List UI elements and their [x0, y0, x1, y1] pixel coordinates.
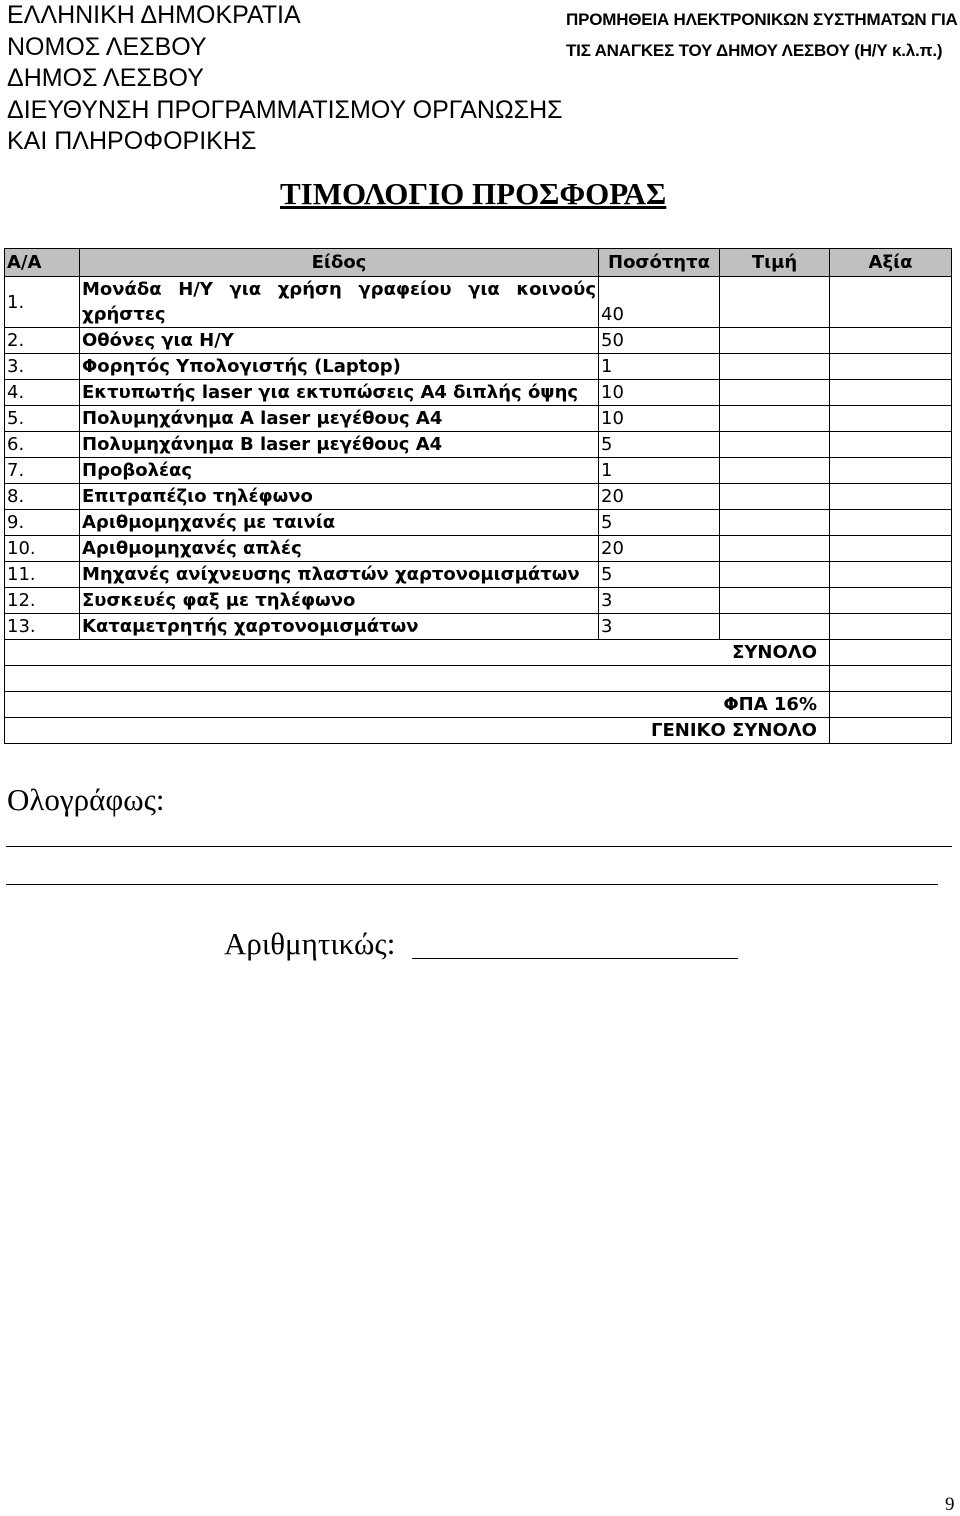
item-description: Φορητός Υπολογιστής (Laptop)	[80, 354, 599, 380]
value-cell[interactable]	[830, 458, 952, 484]
subject-line: ΠΡΟΜΗΘΕΙΑ ΗΛΕΚΤΡΟΝΙΚΩΝ ΣΥΣΤΗΜΑΤΩΝ ΓΙΑ	[566, 10, 958, 29]
price-cell[interactable]	[720, 458, 830, 484]
price-cell[interactable]	[720, 380, 830, 406]
price-cell[interactable]	[720, 484, 830, 510]
table-row	[5, 406, 952, 432]
offer-table	[4, 248, 952, 744]
issuer-line: ΔΗΜΟΣ ΛΕΣΒΟΥ	[7, 64, 204, 92]
item-quantity: 5	[599, 432, 720, 458]
value-cell[interactable]	[830, 432, 952, 458]
item-quantity: 3	[599, 614, 720, 640]
col-header-aa: Α/Α	[5, 249, 80, 277]
item-quantity: 1	[599, 354, 720, 380]
issuer-line: ΔΙΕΥΘΥΝΣΗ ΠΡΟΓΡΑΜΜΑΤΙΣΜΟΥ ΟΡΓΑΝΩΣΗΣ	[7, 95, 563, 124]
in-words-label: Ολογράφως:	[7, 782, 165, 817]
value-cell[interactable]	[830, 380, 952, 406]
value-cell[interactable]	[830, 484, 952, 510]
col-header-value: Αξία	[830, 249, 952, 277]
item-description: Καταμετρητής χαρτονομισμάτων	[80, 614, 599, 640]
row-number: 12.	[5, 588, 80, 614]
item-description: Επιτραπέζιο τηλέφωνο	[80, 484, 599, 510]
item-description: Συσκευές φαξ με τηλέφωνο	[80, 588, 599, 614]
row-number: 7.	[5, 458, 80, 484]
row-number: 1.	[5, 277, 80, 328]
item-description: Πολυμηχάνημα Β laser μεγέθους Α4	[80, 432, 599, 458]
value-cell[interactable]	[830, 588, 952, 614]
grand-total-row	[5, 718, 952, 744]
item-quantity: 10	[599, 406, 720, 432]
table-row	[5, 562, 952, 588]
blank-cell	[5, 666, 830, 692]
subject-line: ΤΙΣ ΑΝΑΓΚΕΣ ΤΟΥ ΔΗΜΟΥ ΛΕΣΒΟΥ (Η/Υ κ.λ.π.)	[566, 41, 943, 60]
row-number: 3.	[5, 354, 80, 380]
issuer-block	[7, 0, 563, 158]
table-row	[5, 484, 952, 510]
row-number: 13.	[5, 614, 80, 640]
table-header-row	[5, 249, 952, 277]
table-row	[5, 458, 952, 484]
item-quantity: 20	[599, 484, 720, 510]
value-cell[interactable]	[830, 562, 952, 588]
value-cell[interactable]	[830, 536, 952, 562]
value-cell[interactable]	[830, 406, 952, 432]
col-header-price: Τιμή	[720, 249, 830, 277]
table-row	[5, 510, 952, 536]
table-row	[5, 277, 952, 328]
table-row	[5, 614, 952, 640]
value-cell[interactable]	[830, 510, 952, 536]
col-header-item: Είδος	[80, 249, 599, 277]
item-description: Αριθμομηχανές απλές	[80, 536, 599, 562]
item-description: Οθόνες για Η/Υ	[80, 328, 599, 354]
item-description: Εκτυπωτής laser για εκτυπώσεις Α4 διπλής όψης	[80, 380, 599, 406]
grand-total-label: ΓΕΝΙΚΟ ΣΥΝΟΛΟ	[5, 718, 830, 744]
row-number: 8.	[5, 484, 80, 510]
in-words-line[interactable]	[6, 846, 952, 847]
item-quantity: 5	[599, 510, 720, 536]
grand-total-value-cell[interactable]	[830, 718, 952, 744]
row-number: 2.	[5, 328, 80, 354]
table-row	[5, 432, 952, 458]
value-cell[interactable]	[830, 614, 952, 640]
table-row	[5, 588, 952, 614]
item-description: Μονάδα Η/Υ για χρήση γραφείου για κοινούς χρήστες	[80, 277, 599, 328]
item-description: Πολυμηχάνημα Α laser μεγέθους Α4	[80, 406, 599, 432]
price-cell[interactable]	[720, 354, 830, 380]
total-row	[5, 640, 952, 666]
value-cell[interactable]	[830, 328, 952, 354]
blank-value-cell	[830, 666, 952, 692]
price-cell[interactable]	[720, 562, 830, 588]
vat-row	[5, 692, 952, 718]
row-number: 10.	[5, 536, 80, 562]
in-numbers-line[interactable]	[412, 958, 738, 959]
vat-label: ΦΠΑ 16%	[5, 692, 830, 718]
row-number: 11.	[5, 562, 80, 588]
procurement-subject	[566, 4, 956, 66]
item-quantity: 10	[599, 380, 720, 406]
item-description: Μηχανές ανίχνευσης πλαστών χαρτονομισμάτων	[80, 562, 599, 588]
price-cell[interactable]	[720, 536, 830, 562]
page-number: 9	[945, 1494, 955, 1515]
value-cell[interactable]	[830, 277, 952, 328]
value-cell[interactable]	[830, 354, 952, 380]
price-cell[interactable]	[720, 406, 830, 432]
col-header-qty: Ποσότητα	[599, 249, 720, 277]
blank-row	[5, 666, 952, 692]
table-row	[5, 328, 952, 354]
issuer-line: ΝΟΜΟΣ ΛΕΣΒΟΥ	[7, 32, 207, 61]
row-number: 4.	[5, 380, 80, 406]
document-title: ΤΙΜΟΛΟΓΙΟ ΠΡΟΣΦΟΡΑΣ	[280, 176, 667, 211]
item-quantity: 20	[599, 536, 720, 562]
total-value-cell[interactable]	[830, 640, 952, 666]
item-quantity: 3	[599, 588, 720, 614]
vat-value-cell[interactable]	[830, 692, 952, 718]
price-cell[interactable]	[720, 588, 830, 614]
total-label: ΣΥΝΟΛΟ	[5, 640, 830, 666]
item-description: Αριθμομηχανές με ταινία	[80, 510, 599, 536]
table-row	[5, 380, 952, 406]
row-number: 6.	[5, 432, 80, 458]
item-quantity: 40	[599, 277, 720, 328]
price-cell[interactable]	[720, 614, 830, 640]
price-cell[interactable]	[720, 328, 830, 354]
in-words-line[interactable]	[6, 884, 938, 885]
table-row	[5, 536, 952, 562]
issuer-line: ΕΛΛΗΝΙΚΗ ΔΗΜΟΚΡΑΤΙΑ	[7, 1, 301, 29]
table-row	[5, 354, 952, 380]
price-cell[interactable]	[720, 510, 830, 536]
issuer-line: ΚΑΙ ΠΛΗΡΟΦΟΡΙΚΗΣ	[7, 127, 257, 155]
price-cell[interactable]	[720, 277, 830, 328]
item-quantity: 1	[599, 458, 720, 484]
in-numbers-label: Αριθμητικώς:	[224, 926, 396, 961]
item-quantity: 5	[599, 562, 720, 588]
item-description: Προβολέας	[80, 458, 599, 484]
row-number: 5.	[5, 406, 80, 432]
price-cell[interactable]	[720, 432, 830, 458]
item-quantity: 50	[599, 328, 720, 354]
row-number: 9.	[5, 510, 80, 536]
